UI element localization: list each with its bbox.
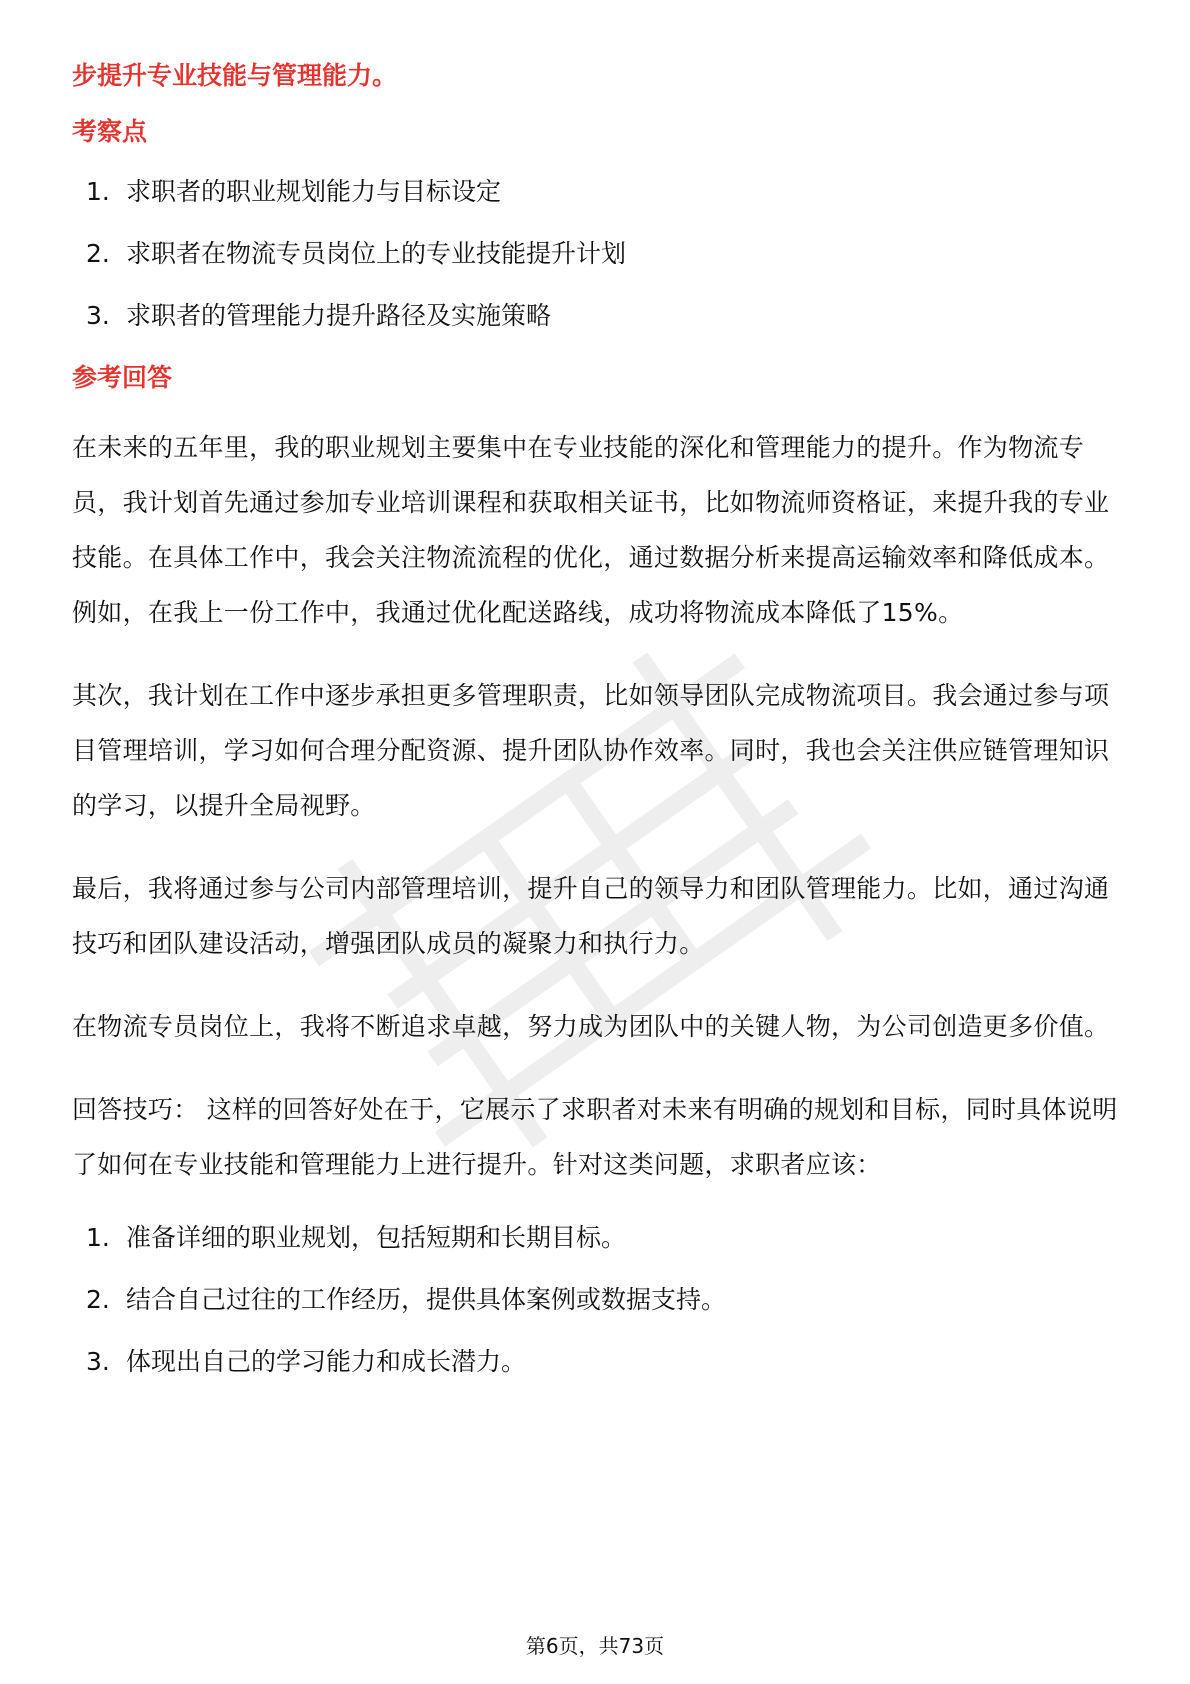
list-item xyxy=(72,1282,1122,1318)
list-item-text: 结合自己过往的工作经历，提供具体案例或数据支持。 xyxy=(126,1285,727,1314)
points-heading: 考察点 xyxy=(72,117,148,146)
answer-paragraph: 在未来的五年里，我的职业规划主要集中在专业技能的深化和管理能力的提升。作为物流专员，我计划首先通过参加专业培训课程和获取相关证书，比如物流师资格证，来提升我的专业技能。在具体工作中，我会关注物流流程的优化，通过数据分析来提高运输效率和降低成本。例如，在我上一份工作中，我通过优化配送路线，成功将物流成本降低了15%。 xyxy=(72,433,1110,627)
list-item-number: 3. xyxy=(86,1347,110,1376)
page-footer: 第6页，共73页 xyxy=(525,1634,665,1658)
list-item xyxy=(72,174,1122,210)
list-item-number: 2. xyxy=(86,239,110,268)
list-item xyxy=(72,298,1122,334)
answer-heading: 参考回答 xyxy=(72,363,173,392)
points-list xyxy=(72,174,1122,334)
list-item-number: 2. xyxy=(86,1285,110,1314)
continued-heading: 步提升专业技能与管理能力。 xyxy=(72,61,398,90)
tips-list xyxy=(72,1220,1122,1380)
page-content xyxy=(72,58,1122,1406)
answer-paragraph: 最后，我将通过参与公司内部管理培训，提升自己的领导力和团队管理能力。比如，通过沟通技巧和团队建设活动，增强团队成员的凝聚力和执行力。 xyxy=(72,874,1110,958)
list-item-number: 1. xyxy=(86,1223,110,1252)
list-item-text: 求职者的管理能力提升路径及实施策略 xyxy=(126,301,552,330)
list-item-text: 准备详细的职业规划，包括短期和长期目标。 xyxy=(126,1223,627,1252)
list-item-text: 体现出自己的学习能力和成长潜力。 xyxy=(126,1347,527,1376)
list-item-number: 1. xyxy=(86,177,110,206)
tips-paragraph: 回答技巧： 这样的回答好处在于，它展示了求职者对未来有明确的规划和目标，同时具体说明了如何在专业技能和管理能力上进行提升。针对这类问题，求职者应该： xyxy=(72,1095,1118,1179)
answer-paragraph: 其次，我计划在工作中逐步承担更多管理职责，比如领导团队完成物流项目。我会通过参与项目管理培训，学习如何合理分配资源、提升团队协作效率。同时，我也会关注供应链管理知识的学习，以提升全局视野。 xyxy=(72,681,1110,820)
list-item-text: 求职者的职业规划能力与目标设定 xyxy=(126,177,502,206)
list-item-number: 3. xyxy=(86,301,110,330)
list-item xyxy=(72,236,1122,272)
list-item xyxy=(72,1344,1122,1380)
answer-paragraph: 在物流专员岗位上，我将不断追求卓越，努力成为团队中的关键人物，为公司创造更多价值。 xyxy=(72,1012,1110,1041)
list-item xyxy=(72,1220,1122,1256)
list-item-text: 求职者在物流专员岗位上的专业技能提升计划 xyxy=(126,239,627,268)
